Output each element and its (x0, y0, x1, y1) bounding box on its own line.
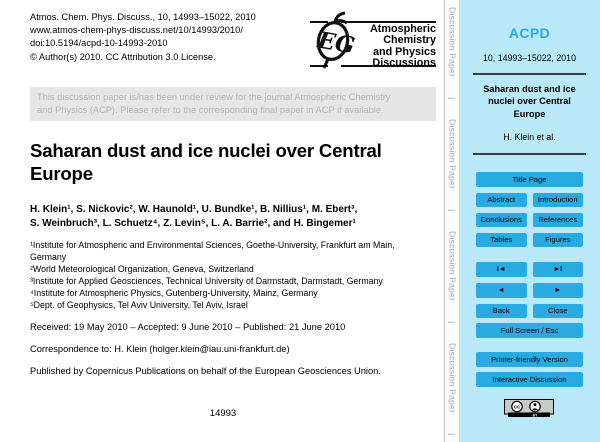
figures-button[interactable]: Figures (533, 233, 584, 247)
affiliation: ⁵Dept. of Geophysics, Tel Aviv University, Tel Aviv, Israel (30, 300, 248, 311)
strip-label: Discussion Paper (447, 7, 458, 78)
journal-logo (310, 13, 436, 70)
publisher-line: Published by Copernicus Publications on behalf of the European Geosciences Union. (30, 366, 381, 376)
svg-text:EG: EG (315, 26, 357, 60)
cc-by-license-badge[interactable] (504, 399, 554, 417)
interactive-discussion-button[interactable]: Interactive Discussion (476, 372, 583, 387)
introduction-button[interactable]: Introduction (533, 193, 584, 207)
next-page-button[interactable]: ► (533, 283, 584, 298)
printer-version-button[interactable]: Printer-friendly Version (476, 352, 583, 367)
conclusions-button[interactable]: Conclusions (476, 213, 527, 227)
svg-text:cc: cc (513, 404, 521, 411)
affiliation: Germany (30, 252, 67, 263)
citation-line: Atmos. Chem. Phys. Discuss., 10, 14993–15022, 2010 (30, 12, 256, 22)
sidebar-volume: 10, 14993–15022, 2010 (483, 53, 576, 63)
affiliation-list (30, 239, 395, 312)
strip-separator: | (447, 208, 458, 212)
citation-license: © Author(s) 2010. CC Attribution 3.0 License. (30, 51, 216, 62)
journal-abbrev: ACPD (508, 25, 551, 41)
egu-globe-icon (311, 10, 357, 70)
title-page-button[interactable]: Title Page (476, 172, 583, 187)
references-button[interactable]: References (533, 213, 584, 227)
discussion-paper-strip (446, 0, 459, 442)
back-button[interactable]: Back (476, 304, 527, 318)
page-number: 14993 (209, 408, 237, 419)
divider (473, 153, 586, 155)
affiliation: ³Institute for Applied Geosciences, Technical University of Darmstadt, Darmstadt, Germany (30, 276, 383, 287)
abstract-button[interactable]: Abstract (476, 193, 527, 207)
journal-name: Atmospheric Chemistry and Physics Discussions (370, 23, 436, 69)
author-list: H. Klein¹, S. Nickovic², W. Haunold¹, U. Bundke¹, B. Nillius¹, M. Ebert³, S. Weinbruch³, L. Schuetz⁴, Z. Levin⁵, L. A. Barrie², and H. Bingemer¹ (30, 204, 358, 229)
sidebar-authors: H. Klein et al. (503, 132, 556, 142)
sidebar-paper-title: Saharan dust and ice nuclei over Central Europe (483, 84, 576, 119)
svg-text:BY: BY (532, 413, 538, 417)
affiliation: ¹Institute for Atmospheric and Environmental Sciences, Goethe-University, Frankfurt am Main, (30, 240, 395, 250)
fullscreen-button[interactable]: Full Screen / Esc (476, 323, 583, 338)
citation-doi: doi:10.5194/acpd-10-14993-2010 (30, 38, 168, 49)
divider (473, 73, 586, 75)
strip-label: Discussion Paper (447, 342, 458, 413)
strip-separator: | (447, 432, 458, 435)
last-page-button[interactable]: ►I (533, 262, 584, 277)
previous-page-button[interactable]: ◄ (476, 283, 527, 298)
strip-separator: | (447, 96, 458, 100)
strip-separator: | (447, 320, 458, 324)
navigation-sidebar (459, 0, 600, 442)
strip-label: Discussion Paper (447, 230, 458, 301)
affiliation: ²World Meteorological Organization, Geneva, Switzerland (30, 264, 254, 275)
strip-label: Discussion Paper (447, 118, 458, 189)
citation-url: www.atmos-chem-phys-discuss.net/10/14993/2010/ (30, 25, 243, 36)
correspondence-line: Correspondence to: H. Klein (holger.klein@iau.uni-frankfurt.de) (30, 344, 290, 354)
publication-dates: Received: 19 May 2010 – Accepted: 9 June 2010 – Published: 21 June 2010 (30, 322, 346, 332)
tables-button[interactable]: Tables (476, 233, 527, 247)
paper-title: Saharan dust and ice nuclei over Central Europe (30, 140, 382, 184)
first-page-button[interactable]: I◄ (476, 262, 527, 277)
close-button[interactable]: Close (533, 304, 584, 318)
review-status-notice: This discussion paper is/has been under review for the journal Atmospheric Chemistry and Physics (ACP). Please refer to the corresponding final paper in ACP if available. (30, 87, 436, 121)
citation-block (30, 11, 256, 64)
affiliation: ⁴Institute for Atmospheric Physics, Gutenberg-University, Mainz, Germany (30, 288, 318, 299)
